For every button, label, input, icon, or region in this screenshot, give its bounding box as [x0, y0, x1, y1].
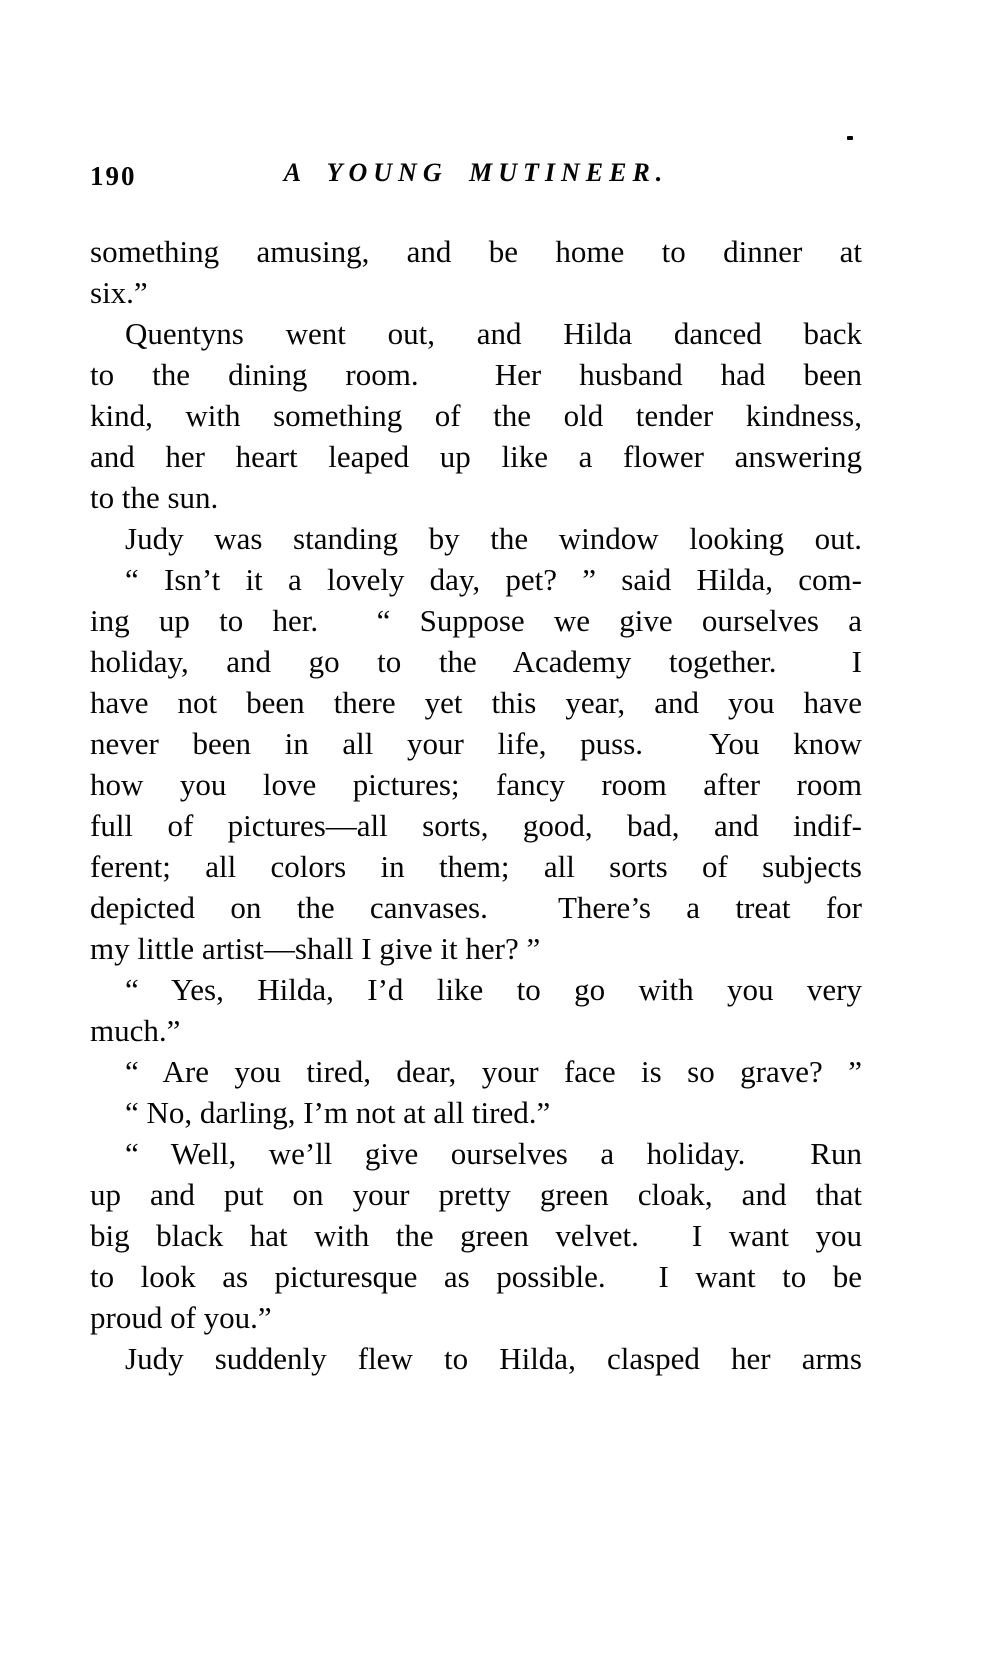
text-line: “ No, darling, I’m not at all tired.”: [125, 1095, 551, 1130]
text-line: how you love pictures; fancy room after room: [90, 767, 862, 802]
paragraph: [90, 1338, 862, 1379]
text-line: holiday, and go to the Academy together. I: [90, 644, 862, 679]
text-line: never been in all your life, puss. You know: [90, 726, 862, 761]
paragraph: [90, 231, 862, 313]
page-header: [90, 158, 862, 194]
text-block: [90, 231, 862, 1379]
text-line: depicted on the canvases. There’s a treat for: [90, 890, 862, 925]
text-line: Judy suddenly flew to Hilda, clasped her arms: [125, 1341, 862, 1376]
text-line: kind, with something of the old tender kindness,: [90, 398, 862, 433]
paragraph: [90, 1133, 862, 1338]
text-line: ferent; all colors in them; all sorts of subjects: [90, 849, 862, 884]
text-line: much.”: [90, 1013, 181, 1048]
text-line: “ Well, we’ll give ourselves a holiday. Run: [125, 1136, 862, 1171]
running-title: A YOUNG MUTINEER.: [283, 158, 669, 187]
paragraph: [90, 313, 862, 518]
text-line: to the sun.: [90, 480, 219, 515]
scan-artifact-dot: [847, 136, 853, 140]
text-line: “ Isn’t it a lovely day, pet? ” said Hilda, com-: [125, 562, 862, 597]
paragraph: [90, 559, 862, 969]
text-line: six.”: [90, 275, 148, 310]
text-line: up and put on your pretty green cloak, and that: [90, 1177, 862, 1212]
text-line: “ Are you tired, dear, your face is so grave? ”: [125, 1054, 862, 1089]
text-line: big black hat with the green velvet. I want you: [90, 1218, 862, 1253]
text-line: ing up to her. “ Suppose we give ourselves a: [90, 603, 862, 638]
text-line: proud of you.”: [90, 1300, 272, 1335]
text-line: to look as picturesque as possible. I want to be: [90, 1259, 862, 1294]
paragraph: [90, 518, 862, 559]
text-line: and her heart leaped up like a flower answering: [90, 439, 862, 474]
paragraph: [90, 1092, 862, 1133]
paragraph: [90, 969, 862, 1051]
text-line: my little artist—shall I give it her? ”: [90, 931, 541, 966]
paragraph: [90, 1051, 862, 1092]
text-line: full of pictures—all sorts, good, bad, and indif-: [90, 808, 862, 843]
text-line: Quentyns went out, and Hilda danced back: [125, 316, 862, 351]
text-line: have not been there yet this year, and you have: [90, 685, 862, 720]
page-number: 190: [90, 161, 137, 191]
text-line: Judy was standing by the window looking out.: [125, 521, 862, 556]
text-line: “ Yes, Hilda, I’d like to go with you very: [125, 972, 862, 1007]
text-line: to the dining room. Her husband had been: [90, 357, 862, 392]
text-line: something amusing, and be home to dinner at: [90, 234, 862, 269]
